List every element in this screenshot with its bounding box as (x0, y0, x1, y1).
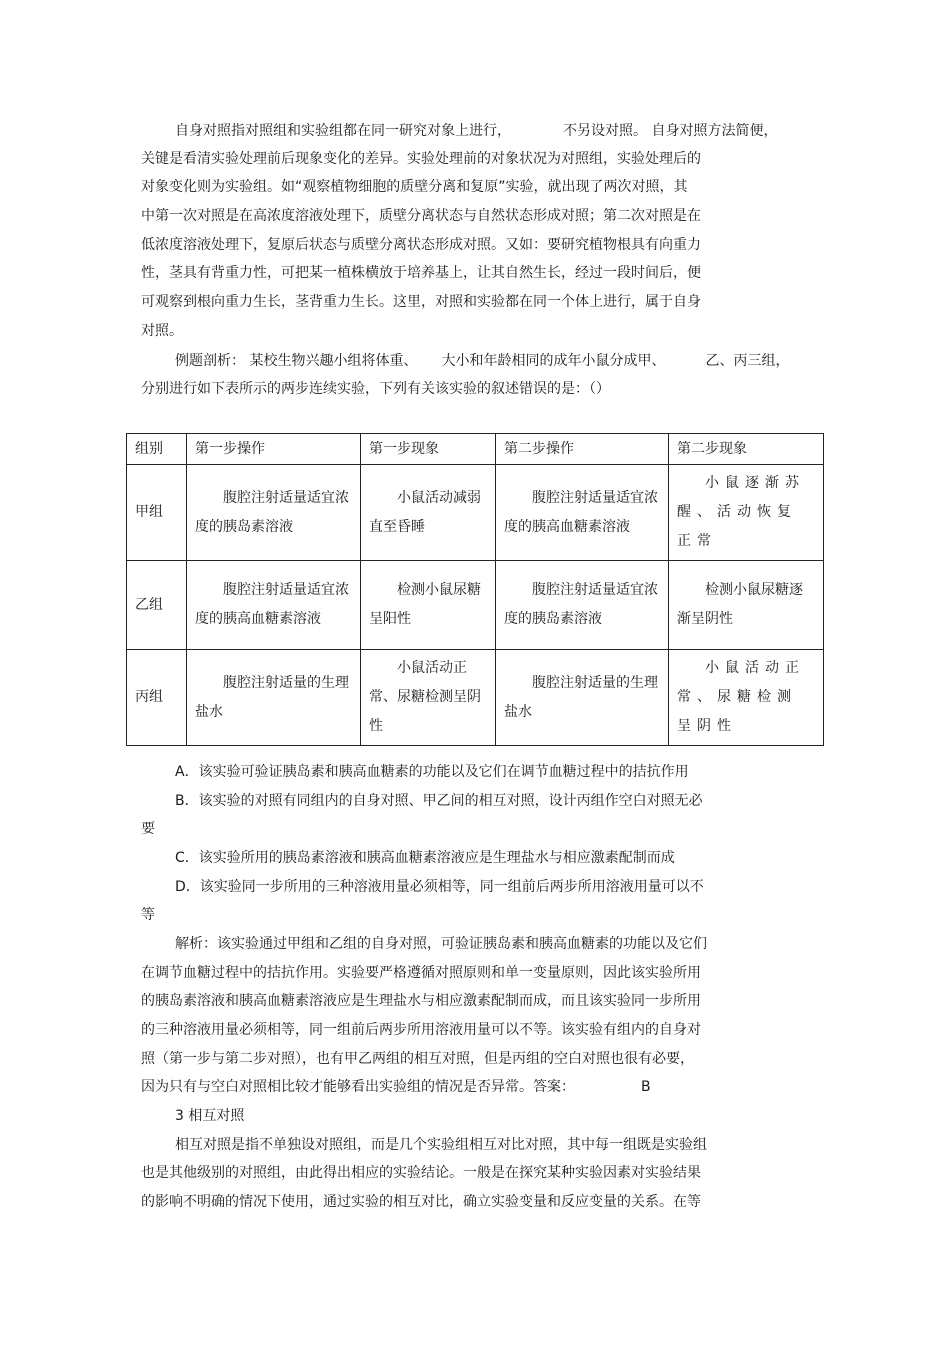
option-d-cont: 等 (141, 907, 155, 923)
group-cell: 丙组 (127, 650, 187, 746)
option-c: C．该实验所用的胰岛素溶液和胰高血糖素溶液应是生理盐水与相应激素配制而成 (175, 850, 675, 866)
paragraph-line: 关键是看清实验处理前后现象变化的差异。实验处理前的对象状况为对照组，实验处理后的 (141, 151, 701, 167)
table-cell (187, 650, 361, 746)
section-line: 相互对照是指不单独设对照组，而是几个实验组相互对比对照，其中每一组既是实验组 (175, 1137, 707, 1153)
cell-text: 腹腔注射适量的生理盐水 (504, 674, 658, 720)
paragraph-line: 低浓度溶液处理下，复原后状态与质壁分离状态形成对照。又如：要研究植物根具有向重力 (141, 237, 701, 253)
group-cell: 乙组 (127, 561, 187, 650)
header-cell: 第二步操作 (496, 434, 669, 465)
header-cell: 第二步现象 (669, 434, 824, 465)
table-cell (496, 465, 669, 561)
table-cell (361, 561, 496, 650)
table-cell (669, 650, 824, 746)
analysis-line: 的三种溶液用量必须相等，同一组前后两步所用溶液用量可以不等。该实验有组内的自身对 (141, 1022, 701, 1038)
cell-text: 小鼠活动正常、尿糖检测呈阴性 (677, 660, 805, 734)
option-d: D．该实验同一步所用的三种溶液用量必须相等，同一组前后两步所用溶液用量可以不 (175, 879, 704, 895)
text-span: 例题剖析： 某校生物兴趣小组将体重、 (175, 353, 418, 369)
section-line: 也是其他级别的对照组，由此得出相应的实验结论。一般是在探究某种实验因素对实验结果 (141, 1165, 701, 1181)
cell-text: 腹腔注射适量适宜浓度的胰岛素溶液 (195, 489, 349, 535)
table-cell (361, 465, 496, 561)
analysis-line: 解析：该实验通过甲组和乙组的自身对照，可验证胰岛素和胰高血糖素的功能以及它们 (175, 936, 707, 952)
paragraph-line: 对照。 (141, 323, 183, 339)
example-line: 分别进行如下表所示的两步连续实验，下列有关该实验的叙述错误的是：（） (141, 381, 610, 397)
cell-text: 小鼠逐渐苏醒、活动恢复正常 (677, 475, 805, 549)
paragraph-line: 对象变化则为实验组。如“观察植物细胞的质壁分离和复原”实验，就出现了两次对照，其 (141, 179, 688, 195)
text-span: 乙、丙三组， (705, 353, 790, 369)
section-heading: 3 相互对照 (175, 1108, 245, 1124)
analysis-line: 的胰岛素溶液和胰高血糖素溶液应是生理盐水与相应激素配制而成，而且该实验同一步所用 (141, 993, 701, 1009)
group-cell: 甲组 (127, 465, 187, 561)
table-header-row (127, 434, 824, 465)
text-span: 因为只有与空白对照相比较才能够看出实验组的情况是否异常。答案： (141, 1079, 575, 1095)
cell-text: 腹腔注射适量适宜浓度的胰岛素溶液 (504, 582, 658, 627)
cell-text: 腹腔注射适量适宜浓度的胰高血糖素溶液 (195, 582, 349, 627)
header-cell: 第一步操作 (187, 434, 361, 465)
table-cell (496, 561, 669, 650)
text-span: 大小和年龄相同的成年小鼠分成甲、 (441, 353, 666, 369)
cell-text: 检测小鼠尿糖呈阳性 (369, 582, 481, 627)
table-row (127, 465, 824, 561)
analysis-line: 照（第一步与第二步对照），也有甲乙两组的相互对照，但是丙组的空白对照也很有必要， (141, 1051, 694, 1067)
table-row (127, 650, 824, 746)
table-cell (361, 650, 496, 746)
cell-text: 小鼠活动减弱直至昏睡 (369, 489, 481, 535)
cell-text: 腹腔注射适量的生理盐水 (195, 674, 349, 720)
paragraph-line: 性，茎具有背重力性，可把某一植株横放于培养基上，让其自然生长，经过一段时间后，便 (141, 265, 701, 281)
option-b: B．该实验的对照有同组内的自身对照、甲乙间的相互对照，设计丙组作空白对照无必 (175, 793, 703, 809)
table-cell (187, 561, 361, 650)
option-b-cont: 要 (141, 821, 155, 837)
header-cell: 组别 (127, 434, 187, 465)
cell-text: 腹腔注射适量适宜浓度的胰高血糖素溶液 (504, 489, 658, 535)
answer-value: B (641, 1079, 651, 1095)
experiment-table (126, 433, 824, 746)
text-span: 不另设对照。 自身对照方法简便， (563, 123, 778, 139)
paragraph-line: 中第一次对照是在高浓度溶液处理下，质壁分离状态与自然状态形成对照；第二次对照是在 (141, 208, 701, 224)
header-cell: 第一步现象 (361, 434, 496, 465)
text-span: 自身对照指对照组和实验组都在同一研究对象上进行， (175, 123, 511, 139)
analysis-line (141, 1077, 651, 1097)
paragraph-line (175, 121, 777, 141)
option-a: A．该实验可验证胰岛素和胰高血糖素的功能以及它们在调节血糖过程中的拮抗作用 (175, 764, 689, 780)
example-line (175, 351, 789, 371)
section-line: 的影响不明确的情况下使用，通过实验的相互对比，确立实验变量和反应变量的关系。在等 (141, 1194, 701, 1210)
table-cell (187, 465, 361, 561)
table-row (127, 561, 824, 650)
table-cell (669, 465, 824, 561)
table-cell (496, 650, 669, 746)
cell-text: 检测小鼠尿糖逐渐呈阴性 (677, 582, 803, 627)
cell-text: 小鼠活动正常、尿糖检测呈阴性 (369, 660, 481, 734)
paragraph-line: 可观察到根向重力生长，茎背重力生长。这里，对照和实验都在同一个体上进行，属于自身 (141, 294, 701, 310)
table-cell (669, 561, 824, 650)
analysis-line: 在调节血糖过程中的拮抗作用。实验要严格遵循对照原则和单一变量原则，因此该实验所用 (141, 965, 701, 981)
